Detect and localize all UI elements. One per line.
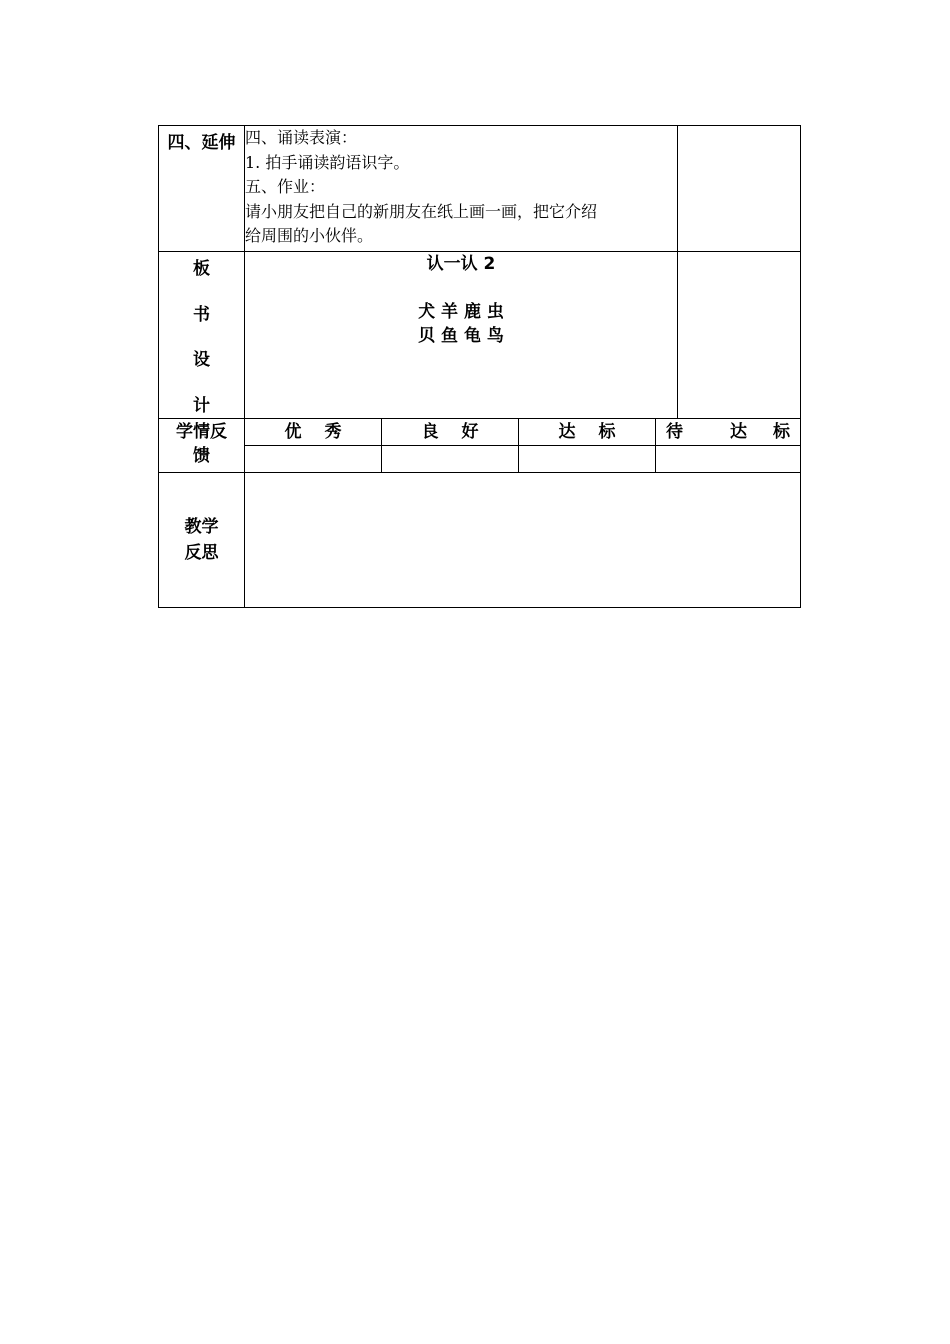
reflection-label-line-2: 反思 bbox=[184, 543, 219, 563]
grade-good: 良 好 bbox=[382, 419, 519, 446]
grade-excellent: 优 秀 bbox=[245, 419, 382, 446]
extension-content-cell bbox=[245, 126, 678, 252]
board-label-char-4: 计 bbox=[193, 395, 210, 416]
extension-line-5: 给周围的小伙伴。 bbox=[245, 226, 374, 246]
feedback-values-row bbox=[159, 446, 801, 473]
board-label-char-1: 板 bbox=[193, 259, 210, 279]
board-label-char-2: 书 bbox=[193, 304, 210, 325]
board-design-row-1: 犬 羊 鹿 虫 bbox=[418, 302, 504, 322]
feedback-not-yet-value bbox=[656, 446, 801, 473]
feedback-label-line-1: 学情反 bbox=[176, 422, 227, 442]
board-design-row bbox=[159, 252, 801, 419]
extension-line-2: 1. 拍手诵读韵语识字。 bbox=[245, 152, 410, 172]
feedback-good-value bbox=[382, 446, 519, 473]
extension-line-3: 五、作业： bbox=[245, 177, 326, 197]
board-label-char-3: 设 bbox=[193, 350, 210, 371]
grade-not-yet-char-1: 待 bbox=[666, 422, 683, 442]
feedback-pass-value bbox=[519, 446, 656, 473]
grade-pass: 达 标 bbox=[519, 419, 656, 446]
extension-row bbox=[159, 126, 801, 252]
grade-not-yet-pass-cell bbox=[656, 419, 801, 446]
feedback-header-row bbox=[159, 419, 801, 446]
reflection-label-line-1: 教学 bbox=[184, 517, 219, 537]
extension-line-1: 四、诵读表演： bbox=[245, 128, 358, 147]
reflection-label-cell bbox=[159, 473, 245, 608]
board-design-label-cell bbox=[159, 252, 245, 419]
extension-line-4: 请小朋友把自己的新朋友在纸上画一画，把它介绍 bbox=[245, 201, 598, 221]
board-design-notes-cell bbox=[678, 252, 801, 419]
extension-notes-cell bbox=[678, 126, 801, 252]
board-design-row-2: 贝 鱼 龟 鸟 bbox=[418, 326, 504, 346]
extension-label: 四、延伸 bbox=[167, 133, 236, 153]
feedback-label-line-2: 馈 bbox=[193, 446, 210, 466]
board-design-content-cell bbox=[245, 252, 678, 419]
reflection-row bbox=[159, 473, 801, 608]
grade-not-yet-char-2: 达 bbox=[730, 422, 748, 442]
lesson-plan-table bbox=[158, 125, 801, 608]
reflection-content-cell bbox=[245, 473, 801, 608]
feedback-label-cell bbox=[159, 419, 245, 473]
extension-label-cell bbox=[159, 126, 245, 252]
grade-not-yet-char-3: 标 bbox=[773, 422, 791, 442]
board-design-title: 认一认 2 bbox=[426, 254, 496, 274]
feedback-excellent-value bbox=[245, 446, 382, 473]
